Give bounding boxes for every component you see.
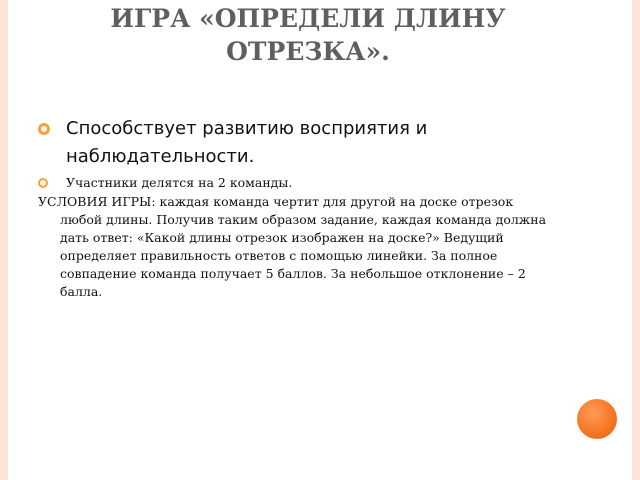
slide-title: ИГРА «ОПРЕДЕЛИ ДЛИНУ ОТРЕЗКА».	[110, 4, 506, 66]
orange-circle-decoration	[577, 399, 617, 439]
bullet-text: Способствует развитию восприятия и наблюдательности.	[66, 118, 428, 167]
bullet-circle-icon	[38, 123, 50, 135]
bullet-circle-icon	[38, 178, 48, 188]
bullet-item	[38, 174, 538, 192]
right-border	[632, 0, 640, 480]
bullet-text: Участники делятся на 2 команды.	[66, 175, 293, 190]
bullet-item	[38, 115, 458, 171]
slide	[8, 0, 632, 480]
left-border	[0, 0, 8, 480]
game-rules-paragraph: УСЛОВИЯ ИГРЫ: каждая команда чертит для другой на доске отрезок любой длины. Получив таким образом задание, каждая команда должна дать ответ: «Какой длины отрезок изображен на доске?» Ведущий определяет правильность ответов с помощью линейки. За полное совпадение команда получает 5 баллов. За небольшое отклонение – 2 балла.	[38, 194, 547, 299]
